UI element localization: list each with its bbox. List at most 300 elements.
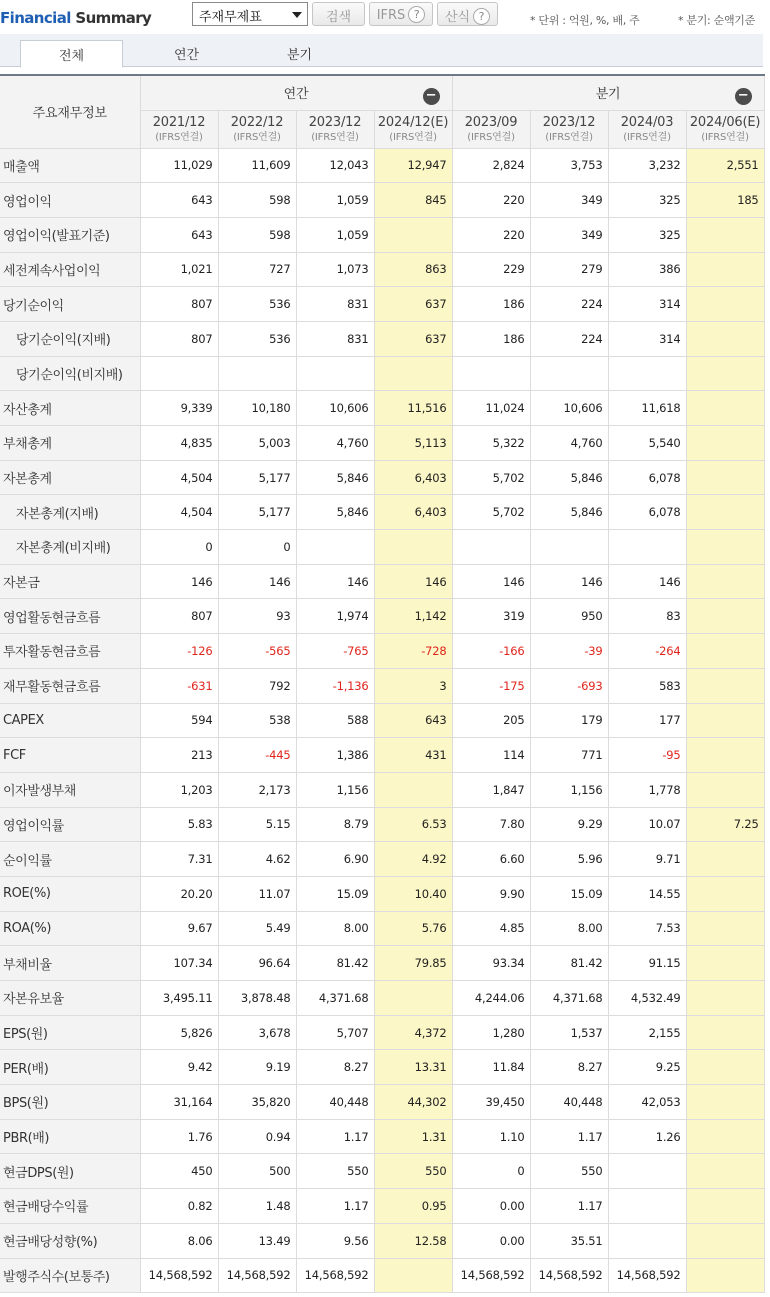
table-cell: 3,232 [608, 148, 686, 183]
table-cell: 8.27 [530, 1050, 608, 1085]
table-cell: 8.27 [296, 1050, 374, 1085]
row-label: ROA(%) [0, 911, 140, 946]
table-cell: 349 [530, 217, 608, 252]
table-row [0, 1154, 764, 1189]
table-cell: 4.85 [452, 911, 530, 946]
table-cell [686, 1154, 764, 1189]
chevron-down-icon [292, 12, 302, 18]
table-cell: 1.17 [296, 1189, 374, 1224]
table-row [0, 564, 764, 599]
formula-label: 산식 [444, 10, 471, 25]
table-cell: 1.17 [530, 1119, 608, 1154]
table-cell: 831 [296, 321, 374, 356]
table-cell [686, 495, 764, 530]
row-label: 발행주식수(보통주) [0, 1258, 140, 1293]
table-cell [608, 530, 686, 565]
table-cell [686, 1085, 764, 1120]
table-row [0, 217, 764, 252]
row-label: 자산총계 [0, 391, 140, 426]
table-cell [686, 564, 764, 599]
table-cell: 9.29 [530, 807, 608, 842]
table-cell: 0.00 [452, 1189, 530, 1224]
table-cell: 3,878.48 [218, 981, 296, 1016]
table-cell [686, 876, 764, 911]
table-cell: 177 [608, 703, 686, 738]
table-cell: 583 [608, 668, 686, 703]
table-cell [686, 703, 764, 738]
row-label: 재무활동현금흐름 [0, 668, 140, 703]
table-cell: 91.15 [608, 946, 686, 981]
table-cell [686, 217, 764, 252]
table-cell: 83 [608, 599, 686, 634]
table-cell: 9.42 [140, 1050, 218, 1085]
table-cell: 1.17 [296, 1119, 374, 1154]
table-cell: 11,618 [608, 391, 686, 426]
table-cell [608, 1189, 686, 1224]
row-label: 자본총계(지배) [0, 495, 140, 530]
table-cell: 1.76 [140, 1119, 218, 1154]
column-period: 2022/12 [230, 115, 284, 130]
table-row [0, 842, 764, 877]
table-cell [686, 252, 764, 287]
tab-annual[interactable]: 연간 [173, 48, 200, 63]
table-cell: 9.71 [608, 842, 686, 877]
table-cell: 15.09 [296, 876, 374, 911]
table-cell: 14.55 [608, 876, 686, 911]
table-cell: 14,568,592 [140, 1258, 218, 1293]
table-cell: 5,540 [608, 426, 686, 461]
table-cell [686, 981, 764, 1016]
table-cell: 588 [296, 703, 374, 738]
table-cell [686, 1258, 764, 1293]
table-cell: 0.95 [374, 1189, 452, 1224]
table-cell [296, 530, 374, 565]
financial-summary-table [0, 74, 765, 1293]
table-cell: 349 [530, 183, 608, 218]
table-cell: 950 [530, 599, 608, 634]
table-cell: 7.80 [452, 807, 530, 842]
table-cell: 14,568,592 [218, 1258, 296, 1293]
table-cell: 146 [530, 564, 608, 599]
row-label: 순이익률 [0, 842, 140, 877]
row-label: 부채총계 [0, 426, 140, 461]
table-cell: 12,947 [374, 148, 452, 183]
collapse-quarter-icon[interactable]: − [735, 88, 752, 105]
table-cell: 807 [140, 321, 218, 356]
table-cell [686, 1119, 764, 1154]
table-cell [686, 1223, 764, 1258]
row-label: PER(배) [0, 1050, 140, 1085]
table-cell: 224 [530, 321, 608, 356]
table-cell [452, 530, 530, 565]
table-cell: 4,244.06 [452, 981, 530, 1016]
table-cell: 5.83 [140, 807, 218, 842]
table-row [0, 530, 764, 565]
table-cell [452, 356, 530, 391]
table-cell: 146 [374, 564, 452, 599]
table-cell: 12.58 [374, 1223, 452, 1258]
table-cell: 314 [608, 287, 686, 322]
table-cell: 4.62 [218, 842, 296, 877]
table-cell: 5,177 [218, 495, 296, 530]
table-cell [608, 1223, 686, 1258]
table-cell [374, 1258, 452, 1293]
table-cell: 146 [452, 564, 530, 599]
table-cell: 807 [140, 287, 218, 322]
table-cell: 5.15 [218, 807, 296, 842]
table-cell: -166 [452, 634, 530, 669]
table-row [0, 668, 764, 703]
table-cell: -95 [608, 738, 686, 773]
table-cell: 6.53 [374, 807, 452, 842]
table-cell: 550 [530, 1154, 608, 1189]
page-title [0, 9, 151, 27]
tab-quarter[interactable]: 분기 [286, 48, 313, 63]
table-cell [686, 1189, 764, 1224]
column-period: 2024/06(E) [689, 115, 761, 130]
table-cell: 224 [530, 287, 608, 322]
table-cell: 637 [374, 321, 452, 356]
table-cell: 0 [140, 530, 218, 565]
column-period: 2023/09 [464, 115, 518, 130]
table-cell [374, 356, 452, 391]
table-cell [374, 530, 452, 565]
row-label: 자본유보율 [0, 981, 140, 1016]
table-cell: 598 [218, 183, 296, 218]
column-header [218, 110, 296, 148]
row-label: 영업이익률 [0, 807, 140, 842]
column-standard: (IFRS연결) [623, 132, 671, 143]
search-button[interactable]: 검색 [312, 2, 365, 26]
table-row [0, 1015, 764, 1050]
table-cell: 35,820 [218, 1085, 296, 1120]
table-cell: 550 [296, 1154, 374, 1189]
table-row [0, 391, 764, 426]
table-cell: 3 [374, 668, 452, 703]
table-cell: 5,702 [452, 460, 530, 495]
annual-group-label: 연간 [283, 87, 309, 103]
table-cell: 536 [218, 321, 296, 356]
table-cell: 13.49 [218, 1223, 296, 1258]
table-cell: 3,678 [218, 1015, 296, 1050]
table-cell: 5,707 [296, 1015, 374, 1050]
table-cell: 35.51 [530, 1223, 608, 1258]
table-cell: 6,403 [374, 495, 452, 530]
table-cell: 79.85 [374, 946, 452, 981]
table-cell: 39,450 [452, 1085, 530, 1120]
row-label: 자본금 [0, 564, 140, 599]
table-row [0, 252, 764, 287]
table-cell: 637 [374, 287, 452, 322]
table-row [0, 634, 764, 669]
table-cell [296, 356, 374, 391]
table-cell [374, 772, 452, 807]
table-cell: 12,043 [296, 148, 374, 183]
table-cell: 9,339 [140, 391, 218, 426]
table-cell: 279 [530, 252, 608, 287]
table-cell: 40,448 [296, 1085, 374, 1120]
row-label: 매출액 [0, 148, 140, 183]
column-standard: (IFRS연결) [701, 132, 749, 143]
table-cell: 9.25 [608, 1050, 686, 1085]
row-label: PBR(배) [0, 1119, 140, 1154]
table-cell: 146 [140, 564, 218, 599]
table-cell [608, 1154, 686, 1189]
table-cell [218, 356, 296, 391]
row-label: BPS(원) [0, 1085, 140, 1120]
row-label: 이자발생부채 [0, 772, 140, 807]
formula-help-button[interactable] [437, 2, 498, 26]
table-cell: 1,059 [296, 217, 374, 252]
table-cell: 5,177 [218, 460, 296, 495]
table-cell: 220 [452, 217, 530, 252]
row-label: 투자활동현금흐름 [0, 634, 140, 669]
table-cell [686, 356, 764, 391]
table-cell: 186 [452, 287, 530, 322]
row-label: 현금배당수익률 [0, 1189, 140, 1224]
table-cell: 40,448 [530, 1085, 608, 1120]
table-cell [686, 1050, 764, 1085]
row-label: FCF [0, 738, 140, 773]
column-standard: (IFRS연결) [467, 132, 515, 143]
table-cell: 5,113 [374, 426, 452, 461]
table-cell: 1.17 [530, 1189, 608, 1224]
table-cell: 11,516 [374, 391, 452, 426]
table-row [0, 148, 764, 183]
table-cell: 81.42 [296, 946, 374, 981]
table-cell: -728 [374, 634, 452, 669]
table-cell: 643 [140, 183, 218, 218]
table-cell: 7.31 [140, 842, 218, 877]
table-cell: -765 [296, 634, 374, 669]
table-cell: 5,846 [296, 460, 374, 495]
table-cell: 5,826 [140, 1015, 218, 1050]
table-cell: 1.26 [608, 1119, 686, 1154]
table-cell: 1,073 [296, 252, 374, 287]
row-label: 영업이익(발표기준) [0, 217, 140, 252]
table-cell: 4,504 [140, 495, 218, 530]
table-cell [686, 668, 764, 703]
column-period: 2023/12 [542, 115, 596, 130]
table-cell: 4,532.49 [608, 981, 686, 1016]
table-row [0, 183, 764, 218]
table-row [0, 738, 764, 773]
table-row [0, 1119, 764, 1154]
table-row [0, 426, 764, 461]
table-cell: 9.90 [452, 876, 530, 911]
table-cell: 1,537 [530, 1015, 608, 1050]
table-cell [686, 530, 764, 565]
table-cell: 11,024 [452, 391, 530, 426]
table-cell [140, 356, 218, 391]
table-cell: 5.96 [530, 842, 608, 877]
table-cell: -1,136 [296, 668, 374, 703]
table-row [0, 599, 764, 634]
table-cell: 0.94 [218, 1119, 296, 1154]
table-cell: 3,753 [530, 148, 608, 183]
table-cell [686, 426, 764, 461]
table-cell: 8.79 [296, 807, 374, 842]
title-summary: Summary [75, 9, 152, 27]
table-cell: 5,702 [452, 495, 530, 530]
table-cell: 2,173 [218, 772, 296, 807]
table-cell: -693 [530, 668, 608, 703]
table-cell: 9.19 [218, 1050, 296, 1085]
table-cell: 5,003 [218, 426, 296, 461]
table-cell: 146 [608, 564, 686, 599]
table-row [0, 911, 764, 946]
column-standard: (IFRS연결) [233, 132, 281, 143]
corner-header: 주요재무정보 [0, 75, 140, 148]
table-cell: 205 [452, 703, 530, 738]
table-cell: 186 [452, 321, 530, 356]
table-cell: 5.76 [374, 911, 452, 946]
table-row [0, 981, 764, 1016]
table-cell [686, 946, 764, 981]
table-cell: 213 [140, 738, 218, 773]
table-cell: 20.20 [140, 876, 218, 911]
table-cell: 845 [374, 183, 452, 218]
row-label: 당기순이익(비지배) [0, 356, 140, 391]
table-cell: 10,606 [296, 391, 374, 426]
table-cell: 11,609 [218, 148, 296, 183]
column-standard: (IFRS연결) [545, 132, 593, 143]
table-cell: 5,846 [530, 495, 608, 530]
table-cell: 146 [218, 564, 296, 599]
tab-all[interactable]: 전체 [20, 40, 123, 68]
table-cell: 1,847 [452, 772, 530, 807]
column-header [686, 110, 764, 148]
table-cell: 44,302 [374, 1085, 452, 1120]
table-cell: 42,053 [608, 1085, 686, 1120]
annual-group-header [140, 75, 452, 110]
table-cell: 8.06 [140, 1223, 218, 1258]
quarter-group-label: 분기 [595, 87, 621, 103]
table-cell: 10,606 [530, 391, 608, 426]
column-header [530, 110, 608, 148]
table-cell: 31,164 [140, 1085, 218, 1120]
table-cell [686, 738, 764, 773]
table-row [0, 1085, 764, 1120]
help-icon: ? [408, 6, 425, 23]
row-label: ROE(%) [0, 876, 140, 911]
row-label: 부채비율 [0, 946, 140, 981]
table-cell: 314 [608, 321, 686, 356]
table-row [0, 1223, 764, 1258]
table-cell: 13.31 [374, 1050, 452, 1085]
table-cell: 7.53 [608, 911, 686, 946]
table-cell: 500 [218, 1154, 296, 1189]
table-cell: -39 [530, 634, 608, 669]
column-period: 2024/03 [620, 115, 674, 130]
row-label: 당기순이익 [0, 287, 140, 322]
table-cell: 0 [218, 530, 296, 565]
table-cell [686, 772, 764, 807]
table-cell: 4,835 [140, 426, 218, 461]
table-cell [686, 634, 764, 669]
table-cell: 1.48 [218, 1189, 296, 1224]
statement-type-select[interactable] [192, 2, 308, 26]
column-header [608, 110, 686, 148]
table-cell [686, 460, 764, 495]
row-label: 자본총계(비지배) [0, 530, 140, 565]
table-cell: 220 [452, 183, 530, 218]
table-cell: -126 [140, 634, 218, 669]
table-row [0, 876, 764, 911]
table-cell: 14,568,592 [452, 1258, 530, 1293]
table-cell: 598 [218, 217, 296, 252]
table-cell: 319 [452, 599, 530, 634]
table-cell: 9.56 [296, 1223, 374, 1258]
table-cell: 11,029 [140, 148, 218, 183]
table-cell: 4,760 [530, 426, 608, 461]
ifrs-help-button[interactable] [369, 2, 433, 26]
table-cell: 93.34 [452, 946, 530, 981]
table-body [0, 148, 764, 1293]
table-row [0, 772, 764, 807]
table-cell: 5,322 [452, 426, 530, 461]
table-cell: 431 [374, 738, 452, 773]
quarter-group-header [452, 75, 764, 110]
table-row [0, 703, 764, 738]
table-cell: 1,059 [296, 183, 374, 218]
table-cell: -565 [218, 634, 296, 669]
table-cell: 538 [218, 703, 296, 738]
table-cell: 3,495.11 [140, 981, 218, 1016]
row-label: 현금DPS(원) [0, 1154, 140, 1189]
table-cell: 4,371.68 [530, 981, 608, 1016]
table-cell: 1,142 [374, 599, 452, 634]
table-cell: 5.49 [218, 911, 296, 946]
table-cell: 4.92 [374, 842, 452, 877]
table-cell: 15.09 [530, 876, 608, 911]
table-cell: 2,155 [608, 1015, 686, 1050]
table-cell: 2,551 [686, 148, 764, 183]
column-header [374, 110, 452, 148]
table-cell: 114 [452, 738, 530, 773]
table-cell [608, 356, 686, 391]
table-cell: 5,846 [296, 495, 374, 530]
table-cell [686, 287, 764, 322]
statement-type-value: 주재무제표 [199, 10, 262, 25]
column-period: 2023/12 [308, 115, 362, 130]
row-label: 현금배당성향(%) [0, 1223, 140, 1258]
table-cell: 6,403 [374, 460, 452, 495]
column-period: 2021/12 [152, 115, 206, 130]
table-cell: 792 [218, 668, 296, 703]
title-financial: Financial [0, 9, 71, 27]
table-cell: 1,203 [140, 772, 218, 807]
table-cell: 11.07 [218, 876, 296, 911]
table-cell: 4,371.68 [296, 981, 374, 1016]
table-row [0, 946, 764, 981]
collapse-annual-icon[interactable]: − [423, 88, 440, 105]
table-cell: 6,078 [608, 495, 686, 530]
row-label: 영업활동현금흐름 [0, 599, 140, 634]
row-label: 세전계속사업이익 [0, 252, 140, 287]
table-cell: 386 [608, 252, 686, 287]
table-cell: 4,504 [140, 460, 218, 495]
table-row [0, 356, 764, 391]
table-row [0, 460, 764, 495]
quarter-basis-note: * 분기: 순액기준 [678, 14, 755, 27]
table-cell: 594 [140, 703, 218, 738]
table-cell: 1.31 [374, 1119, 452, 1154]
table-cell [686, 911, 764, 946]
table-cell: 807 [140, 599, 218, 634]
period-tabs [0, 34, 763, 67]
table-cell: 0.00 [452, 1223, 530, 1258]
